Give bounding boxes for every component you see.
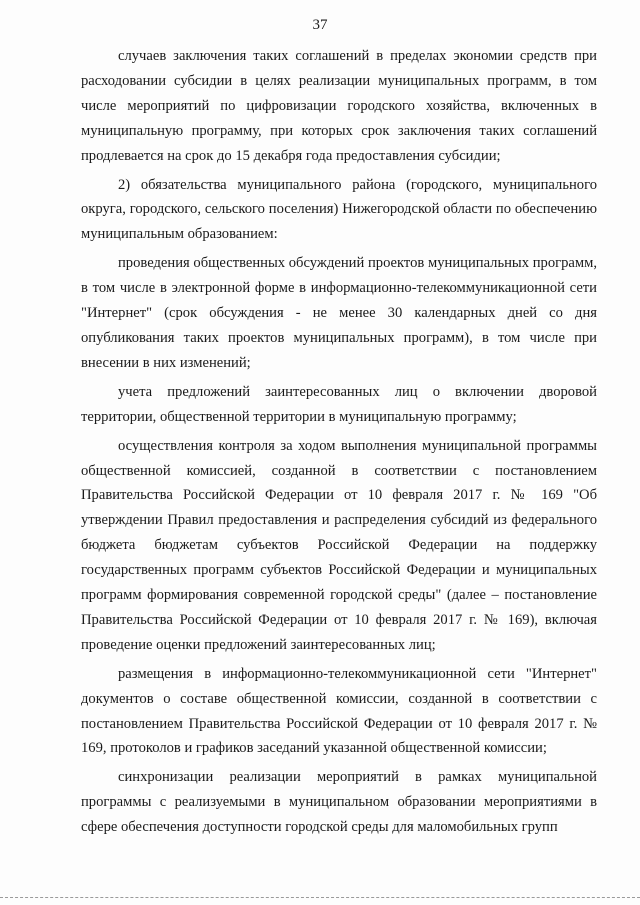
page-number: 37: [312, 17, 328, 33]
paragraph-public-discussions: проведения общественных обсуждений проектов муниципальных программ, в том числе в электронной форме в информационно-телекоммуникационной сети "Интернет" (срок обсуждения - не менее 30 календарных дней со дня опубликования таких проектов муниципальных программ), в том числе при внесении в них изменений;: [81, 255, 597, 371]
page-bottom-edge: [0, 897, 640, 898]
paragraph-subsidy-agreements: случаев заключения таких соглашений в пределах экономии средств при расходовании субсидии в целях реализации муниципальных программ, в том числе мероприятий по цифровизации городского хозяйства, включенных в муниципальную программу, при которых срок заключения таких соглашений продлевается на срок до 15 декабря года предоставления субсидии;: [81, 48, 597, 164]
paragraph-stakeholder-proposals: учета предложений заинтересованных лиц о включении дворовой территории, общественной территории в муниципальную программу;: [81, 383, 597, 425]
paragraph-synchronization: синхронизации реализации мероприятий в рамках муниципальной программы с реализуемыми в муниципальном образовании мероприятиями в сфере обеспечения доступности городской среды для маломобильных групп: [81, 769, 597, 836]
paragraph-municipal-obligations: 2) обязательства муниципального района (городского, муниципального округа, городского, сельского поселения) Нижегородской области по обеспечению муниципальным образованием:: [81, 176, 597, 243]
paragraph-document-publication: размещения в информационно-телекоммуникационной сети "Интернет" документов о составе общественной комиссии, созданной в соответствии с постановлением Правительства Российской Федерации от 10 февраля 2017 г. № 169, протоколов и графиков заседаний указанной общественной комиссии;: [81, 665, 597, 757]
document-body: [81, 44, 597, 844]
paragraph-commission-control: осуществления контроля за ходом выполнения муниципальной программы общественной комиссией, созданной в соответствии с постановлением Правительства Российской Федерации от 10 февраля 2017 г. № 169 "Об утверждении Правил предоставления и распределения субсидий из федерального бюджета бюджетам субъектов Российской Федерации на поддержку государственных программ субъектов Российской Федерации и муниципальных программ формирования современной городской среды" (далее – постановление Правительства Российской Федерации от 10 февраля 2017 г. № 169), включая проведение оценки предложений заинтересованных лиц;: [81, 437, 597, 653]
